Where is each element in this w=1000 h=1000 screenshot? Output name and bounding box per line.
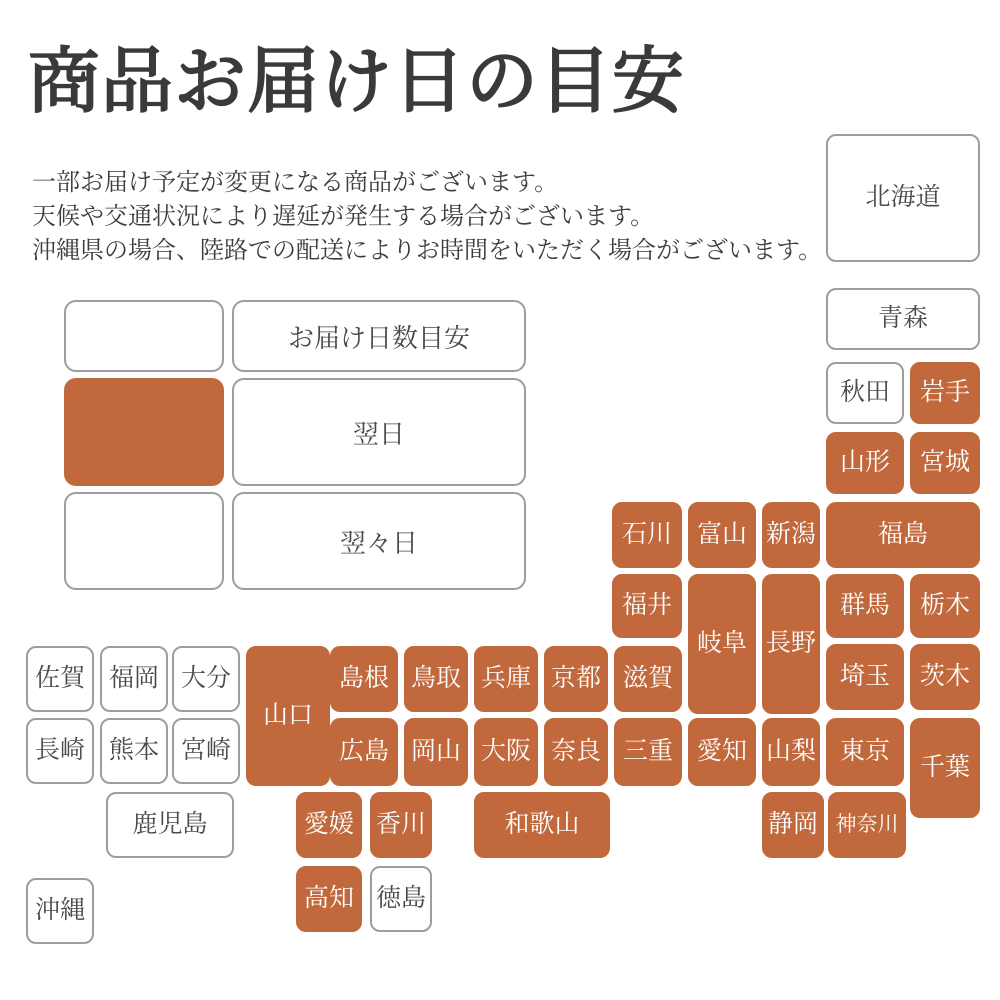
prefecture-cell: 京都 bbox=[544, 646, 608, 712]
prefecture-cell: 静岡 bbox=[762, 792, 824, 858]
legend-swatch-header bbox=[64, 300, 224, 372]
prefecture-cell: 山梨 bbox=[762, 718, 820, 786]
prefecture-cell: 大阪 bbox=[474, 718, 538, 786]
prefecture-cell: 長崎 bbox=[26, 718, 94, 784]
prefecture-cell: 大分 bbox=[172, 646, 240, 712]
prefecture-cell: 香川 bbox=[370, 792, 432, 858]
prefecture-cell: 山口 bbox=[246, 646, 330, 786]
prefecture-cell: 福岡 bbox=[100, 646, 168, 712]
prefecture-cell: 奈良 bbox=[544, 718, 608, 786]
prefecture-cell: 茨木 bbox=[910, 644, 980, 710]
prefecture-cell: 長野 bbox=[762, 574, 820, 714]
prefecture-cell: 福井 bbox=[612, 574, 682, 638]
legend-label-next-day: 翌日 bbox=[232, 378, 526, 486]
prefecture-cell: 広島 bbox=[330, 718, 398, 786]
prefecture-cell: 徳島 bbox=[370, 866, 432, 932]
prefecture-cell: 新潟 bbox=[762, 502, 820, 568]
note-line-2: 天候や交通状況により遅延が発生する場合がございます。 bbox=[32, 203, 655, 230]
prefecture-cell: 高知 bbox=[296, 866, 362, 932]
prefecture-cell: 福島 bbox=[826, 502, 980, 568]
prefecture-cell: 東京 bbox=[826, 718, 904, 786]
legend-swatch-next-day bbox=[64, 378, 224, 486]
prefecture-cell: 群馬 bbox=[826, 574, 904, 638]
prefecture-cell: 岡山 bbox=[404, 718, 468, 786]
prefecture-cell: 沖縄 bbox=[26, 878, 94, 944]
prefecture-cell: 千葉 bbox=[910, 718, 980, 818]
prefecture-cell: 鳥取 bbox=[404, 646, 468, 712]
prefecture-cell: 三重 bbox=[614, 718, 682, 786]
legend-label-two-days: 翌々日 bbox=[232, 492, 526, 590]
prefecture-cell: 愛媛 bbox=[296, 792, 362, 858]
prefecture-cell: 滋賀 bbox=[614, 646, 682, 712]
note-line-1: 一部お届け予定が変更になる商品がございます。 bbox=[32, 169, 559, 196]
prefecture-cell: 栃木 bbox=[910, 574, 980, 638]
prefecture-cell: 岩手 bbox=[910, 362, 980, 424]
prefecture-cell: 青森 bbox=[826, 288, 980, 350]
prefecture-cell: 富山 bbox=[688, 502, 756, 568]
prefecture-cell: 宮城 bbox=[910, 432, 980, 494]
prefecture-cell: 北海道 bbox=[826, 134, 980, 262]
prefecture-cell: 鹿児島 bbox=[106, 792, 234, 858]
prefecture-cell: 岐阜 bbox=[688, 574, 756, 714]
prefecture-cell: 兵庫 bbox=[474, 646, 538, 712]
prefecture-cell: 埼玉 bbox=[826, 644, 904, 710]
page-title: 商品お届け日の目安 bbox=[28, 42, 686, 122]
prefecture-cell: 島根 bbox=[330, 646, 398, 712]
prefecture-cell: 神奈川 bbox=[828, 792, 906, 858]
notes-block bbox=[32, 166, 822, 268]
prefecture-cell: 山形 bbox=[826, 432, 904, 494]
prefecture-cell: 愛知 bbox=[688, 718, 756, 786]
prefecture-cell: 熊本 bbox=[100, 718, 168, 784]
prefecture-cell: 宮崎 bbox=[172, 718, 240, 784]
legend-label-header: お届け日数目安 bbox=[232, 300, 526, 372]
legend-swatch-two-days bbox=[64, 492, 224, 590]
prefecture-cell: 佐賀 bbox=[26, 646, 94, 712]
prefecture-cell: 石川 bbox=[612, 502, 682, 568]
prefecture-cell: 和歌山 bbox=[474, 792, 610, 858]
prefecture-cell: 秋田 bbox=[826, 362, 904, 424]
note-line-3: 沖縄県の場合、陸路での配送によりお時間をいただく場合がございます。 bbox=[32, 237, 823, 264]
